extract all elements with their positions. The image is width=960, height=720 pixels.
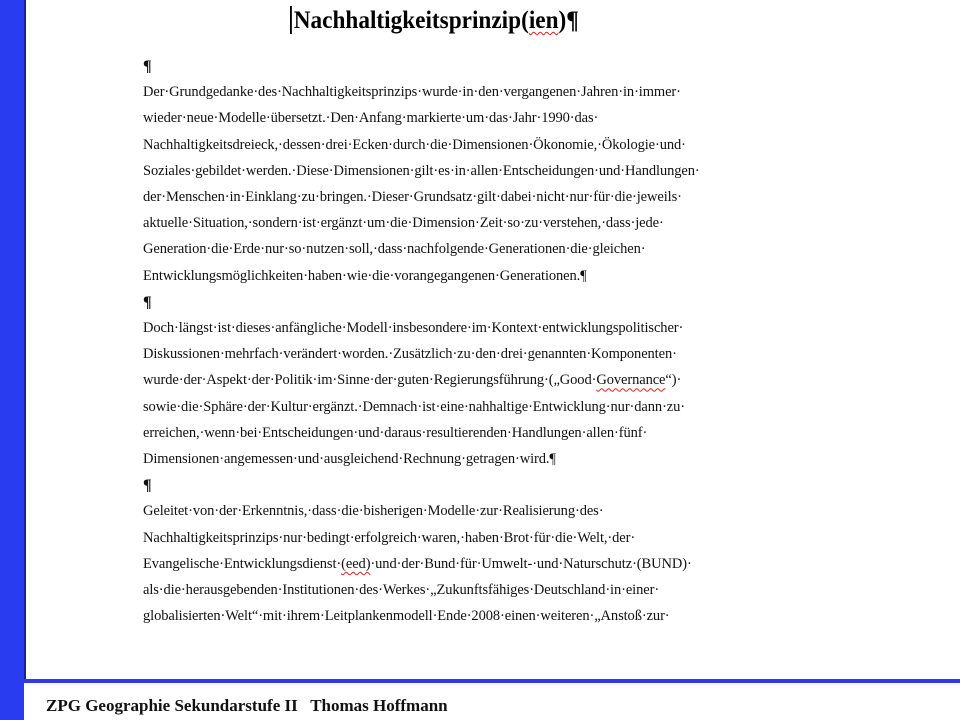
document-line: Entwicklungsmöglichkeiten·haben·wie·die·vorangegangenen·Generationen.¶ [143, 267, 587, 284]
document-line: ¶ [143, 477, 152, 495]
document-line: wieder·neue·Modelle·übersetzt.·Den·Anfang·markierte·um·das·Jahr·1990·das· [143, 110, 599, 127]
footer-course: ZPG Geographie Sekundarstufe II [46, 696, 298, 715]
text-cursor-icon [290, 6, 292, 34]
document-line: wurde·der·Aspekt·der·Politik·im·Sinne·der·guten·Regierungsführung·(„Good·Governance“)· [143, 372, 682, 389]
document-line: als·die·herausgebenden·Institutionen·des·Werkes·„Zukunftsfähiges·Deutschland·in·einer· [143, 582, 660, 598]
document-line: Der·Grundgedanke·des·Nachhaltigkeitsprinzips·wurde·in·den·vergangenen·Jahren·in·immer· [143, 84, 681, 101]
document-line: Soziales·gebildet·werden.·Diese·Dimensionen·gilt·es·in·allen·Entscheidungen·und·Handlungen· [143, 162, 700, 179]
spellcheck-flag: Governance [596, 372, 666, 389]
left-accent-bar [0, 0, 24, 720]
footer-divider [24, 679, 960, 683]
document-line: Nachhaltigkeitsprinzips·nur·bedingt·erfolgreich·waren,·haben·Brot·für·die·Welt,·der· [143, 529, 636, 546]
document-line: globalisierten·Welt“·mit·ihrem·Leitplankenmodell·Ende·2008·einen·weiteren·„Anstoß·zur· [143, 608, 670, 625]
footer [46, 696, 448, 716]
document-line: Nachhaltigkeitsdreieck,·dessen·drei·Ecken·durch·die·Dimensionen·Ökonomie,·Ökologie·und· [143, 136, 686, 153]
document-line: aktuelle·Situation,·sondern·ist·ergänzt·um·die·Dimension·Zeit·so·zu·verstehen,·dass·jede· [143, 215, 664, 232]
spellcheck-flag: ien [528, 7, 559, 34]
document-line: Generation·die·Erde·nur·so·nutzen·soll,·dass·nachfolgende·Generationen·die·gleichen· [143, 241, 646, 258]
spellcheck-flag: (eed) [341, 555, 371, 572]
document-line: erreichen,·wenn·bei·Entscheidungen·und·daraus·resultierenden·Handlungen·allen·fünf· [143, 424, 648, 441]
document-line: der·Menschen·in·Einklang·zu·bringen.·Dieser·Grundsatz·gilt·dabei·nicht·nur·für·die·jeweils· [143, 189, 682, 205]
document-snapshot [120, 0, 761, 675]
document-line: Evangelische·Entwicklungsdienst·(eed)·und·der·Bund·für·Umwelt-·und·Naturschutz·(BUND)· [143, 555, 692, 572]
left-accent-bar-edge [24, 0, 26, 681]
document-line: sowie·die·Sphäre·der·Kultur·ergänzt.·Demnach·ist·eine·nahhaltige·Entwicklung·nur·dann·zu· [143, 398, 686, 415]
document-line: ¶ [143, 58, 152, 75]
document-line: ¶ [143, 293, 152, 311]
document-line: Doch·längst·ist·dieses·anfängliche·Modell·insbesondere·im·Kontext·entwicklungspolitischer· [143, 320, 684, 336]
document-line: Dimensionen·angemessen·und·ausgleichend·Rechnung·getragen·wird.¶ [143, 451, 556, 467]
document-line: Geleitet·von·der·Erkenntnis,·dass·die·bisherigen·Modelle·zur·Realisierung·des· [143, 503, 604, 520]
footer-author: Thomas Hoffmann [310, 696, 448, 715]
document-title-text: Nachhaltigkeitsprinzip(ien)¶ [293, 7, 579, 34]
document-title [290, 6, 579, 35]
document-line: Diskussionen·mehrfach·verändert·worden.·Zusätzlich·zu·den·drei·genannten·Komponenten· [143, 346, 677, 363]
